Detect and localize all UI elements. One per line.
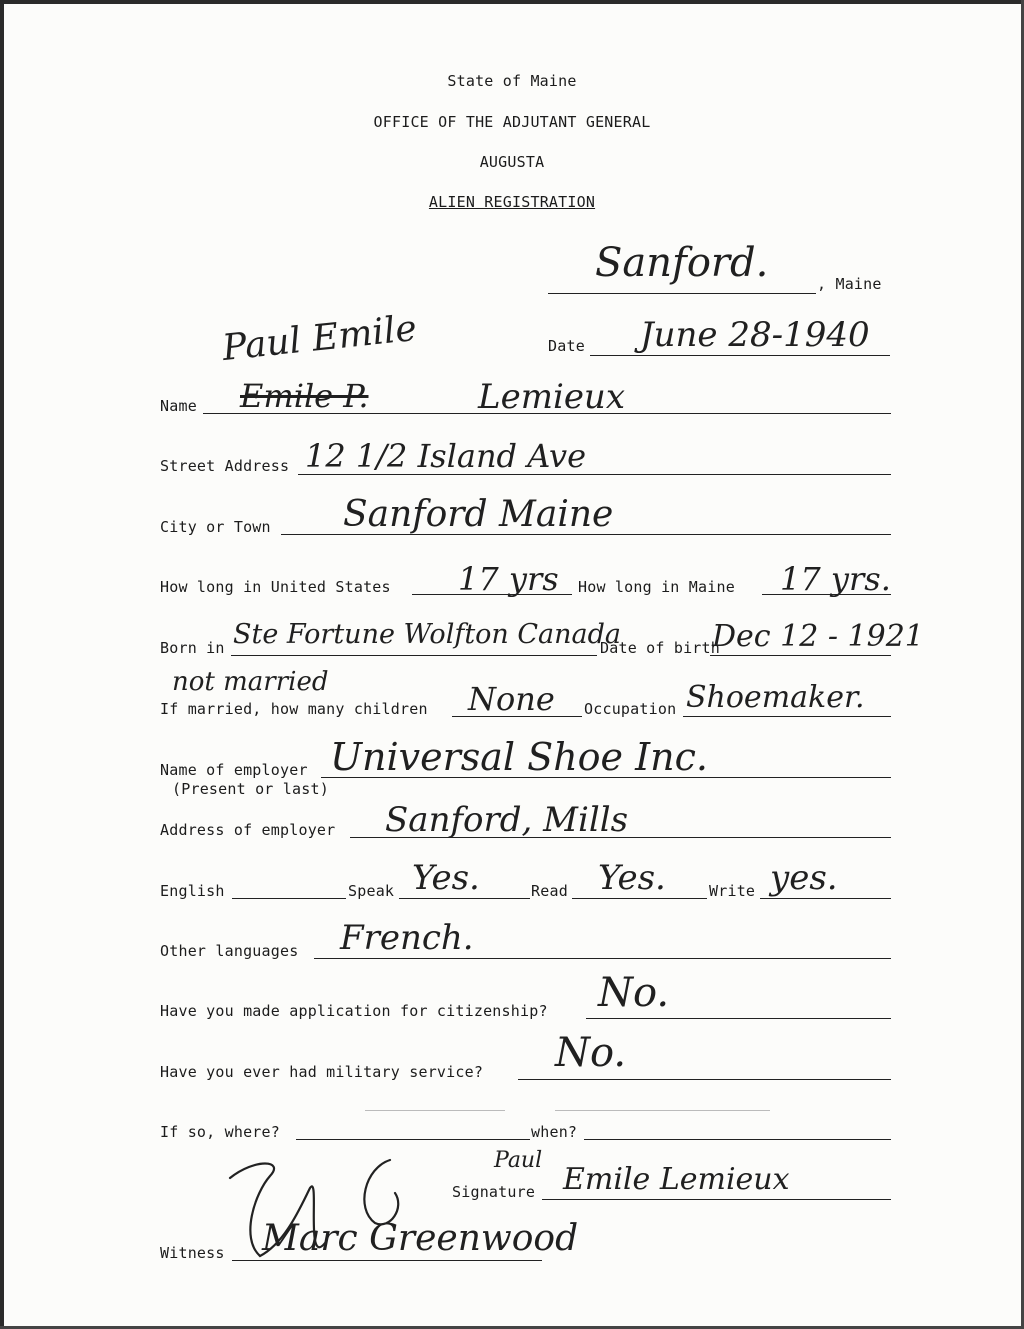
street-label: Street Address (160, 457, 290, 475)
speak-label: Speak (348, 882, 395, 900)
english-label: English (160, 882, 225, 900)
date-label: Date (548, 337, 585, 355)
marital-entry: not married (172, 667, 329, 697)
read-line (572, 898, 707, 899)
signature-line (542, 1199, 891, 1200)
name-correction: Paul Emile (220, 307, 419, 370)
employer-note: (Present or last) (172, 780, 329, 798)
read-entry: Yes. (598, 858, 666, 898)
name-label: Name (160, 397, 197, 415)
where-label: If so, where? (160, 1123, 280, 1141)
born-in-entry: Ste Fortune Wolfton Canada (233, 619, 622, 650)
surname-entry: Lemieux (478, 377, 626, 417)
header-city: AUGUSTA (479, 153, 545, 171)
scan-border-left (0, 0, 4, 1329)
date-of-birth-label: Date of birth (600, 639, 720, 657)
other-languages-entry: French. (340, 918, 474, 958)
citizenship-line (586, 1018, 891, 1019)
bleed-line-right (555, 1110, 770, 1111)
date-of-birth-entry: Dec 12 - 1921 (712, 619, 924, 654)
employer-address-entry: Sanford, Mills (385, 800, 629, 840)
witness-entry: Marc Greenwood (262, 1218, 579, 1259)
header-state: State of Maine (447, 72, 577, 90)
employer-label: Name of employer (160, 761, 308, 779)
write-entry: yes. (770, 858, 838, 898)
occupation-line (683, 716, 891, 717)
speak-line (399, 898, 530, 899)
witness-label: Witness (160, 1244, 225, 1262)
signature-first-name: Paul (494, 1148, 543, 1173)
city-entry: Sanford Maine (343, 494, 614, 535)
children-entry: None (468, 680, 555, 718)
form-title: ALIEN REGISTRATION (428, 193, 596, 211)
write-line (760, 898, 891, 899)
scan-border-top (0, 0, 1024, 4)
citizenship-label: Have you made application for citizenship? (160, 1002, 548, 1020)
date-line (590, 355, 890, 356)
how-long-us-label: How long in United States (160, 578, 391, 596)
place-entry: Sanford. (595, 240, 769, 286)
date-of-birth-line (710, 655, 891, 656)
when-line (584, 1139, 891, 1140)
born-in-line (231, 655, 597, 656)
when-label: when? (531, 1123, 578, 1141)
maine-label: , Maine (817, 275, 882, 293)
witness-flourish (215, 1148, 415, 1268)
bleed-line-left (365, 1110, 505, 1111)
children-label: If married, how many children (160, 700, 428, 718)
signature-label: Signature (452, 1183, 536, 1201)
citizenship-entry: No. (598, 970, 670, 1016)
signature-entry: Emile Lemieux (563, 1162, 790, 1197)
street-entry: 12 1/2 Island Ave (305, 437, 587, 475)
english-line (232, 898, 346, 899)
military-label: Have you ever had military service? (160, 1063, 484, 1081)
header-office: OFFICE OF THE ADJUTANT GENERAL (373, 113, 651, 131)
employer-address-label: Address of employer (160, 821, 336, 839)
speak-entry: Yes. (412, 858, 480, 898)
occupation-entry: Shoemaker. (686, 680, 865, 715)
other-languages-line (314, 958, 891, 959)
military-entry: No. (555, 1030, 627, 1076)
other-languages-label: Other languages (160, 942, 299, 960)
where-line (296, 1139, 530, 1140)
read-label: Read (531, 882, 568, 900)
employer-entry: Universal Shoe Inc. (330, 735, 708, 779)
write-label: Write (709, 882, 756, 900)
military-line (518, 1079, 891, 1080)
years-maine-entry: 17 yrs. (780, 560, 891, 598)
city-label: City or Town (160, 518, 271, 536)
date-entry: June 28-1940 (640, 315, 870, 355)
name-struck: Emile P. (240, 377, 369, 415)
how-long-maine-label: How long in Maine (578, 578, 735, 596)
occupation-label: Occupation (584, 700, 677, 718)
years-us-entry: 17 yrs (458, 560, 559, 598)
place-line (548, 293, 816, 294)
born-in-label: Born in (160, 639, 225, 657)
